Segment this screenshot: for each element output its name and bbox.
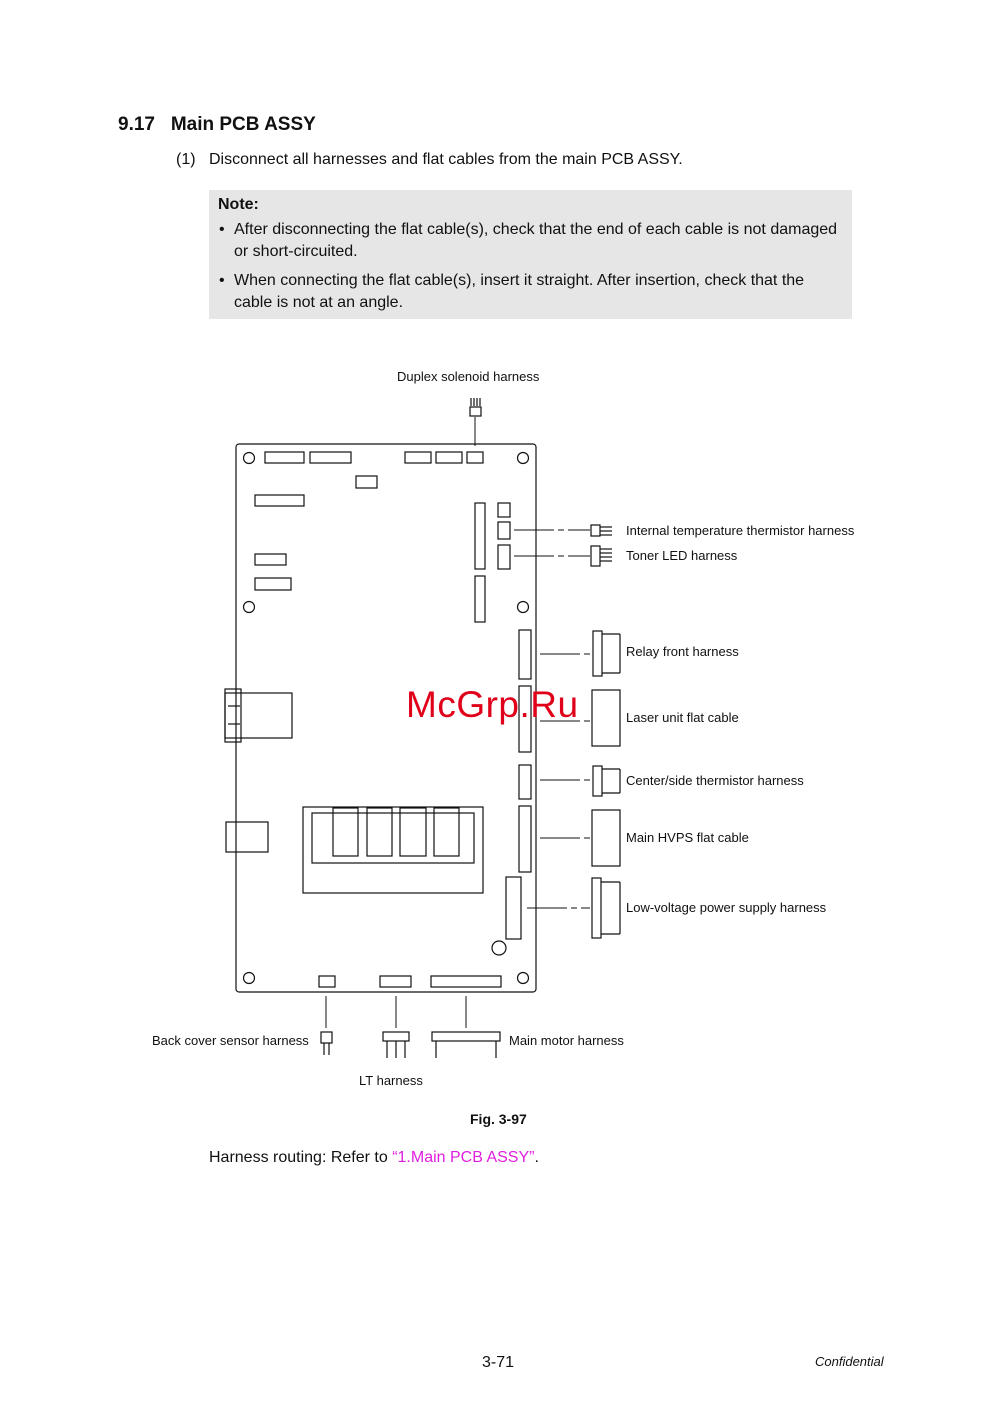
bullet: • [219,272,225,289]
memory-slot [303,807,483,893]
connector [519,630,531,679]
routing-link[interactable]: “1.Main PCB ASSY” [392,1149,535,1166]
routing-suffix: . [534,1149,539,1166]
label-low-voltage: Low-voltage power supply harness [626,900,827,915]
connector [498,545,510,569]
connector [475,576,485,622]
low-voltage-plug [592,878,601,938]
connector [498,522,510,539]
connector [255,554,286,565]
connector [467,452,483,463]
mount-hole [244,453,255,464]
mount-hole [244,973,255,984]
mount-hole [244,602,255,613]
step-text: Disconnect all harnesses and flat cables from the main PCB ASSY. [209,151,683,168]
connector [310,452,351,463]
connector [265,452,304,463]
note-title: Note: [218,196,259,213]
duplex-plug [470,407,481,416]
routing-prefix: Harness routing: Refer to [209,1149,393,1166]
note-item-text: When connecting the flat cable(s), insert it straight. After insertion, check that the cable is not at an angle. [234,272,805,311]
laser-cable [592,690,620,746]
internal-temp-plug [591,525,600,536]
ethernet-port [225,693,292,738]
label-relay-front: Relay front harness [626,644,739,659]
mount-hole [518,602,529,613]
label-laser-unit: Laser unit flat cable [626,710,739,725]
connector [431,976,501,987]
main-motor-plug [432,1032,500,1041]
label-center-side: Center/side thermistor harness [626,773,804,788]
label-main-motor: Main motor harness [509,1033,624,1048]
label-toner-led: Toner LED harness [626,548,738,563]
label-lt-harness: LT harness [359,1073,423,1088]
connector [319,976,335,987]
connector [519,806,531,872]
back-cover-plug [321,1032,332,1043]
connector [436,452,462,463]
label-main-hvps: Main HVPS flat cable [626,830,749,845]
toner-led-plug [591,546,600,566]
connector [519,765,531,799]
section-title: Main PCB ASSY [170,114,316,135]
center-side-plug [593,766,602,796]
relay-front-plug [593,631,602,676]
connector [475,503,485,569]
connector [255,578,291,590]
mount-hole [518,973,529,984]
label-back-cover: Back cover sensor harness [152,1033,309,1048]
figure-caption: Fig. 3-97 [470,1111,527,1127]
label-internal-temp: Internal temperature thermistor harness [626,523,855,538]
mount-hole [492,941,506,955]
lt-plug [383,1032,409,1041]
note-item-text: After disconnecting the flat cable(s), check that the end of each cable is not damaged or short-circuited. [234,221,838,260]
step-number: (1) [176,151,196,168]
page-number: 3-71 [482,1354,515,1371]
watermark: McGrp.Ru [406,684,579,725]
connector [405,452,431,463]
connector [255,495,304,506]
bullet: • [219,221,225,238]
connector [380,976,411,987]
label-duplex-solenoid: Duplex solenoid harness [397,369,540,384]
connector [498,503,510,517]
confidential-mark: Confidential [815,1354,884,1369]
harness-routing [209,1149,539,1167]
mount-hole [518,453,529,464]
usb-port [226,822,268,852]
connector [356,476,377,488]
hvps-cable [592,810,620,866]
section-number: 9.17 [118,114,155,135]
connector [506,877,521,939]
